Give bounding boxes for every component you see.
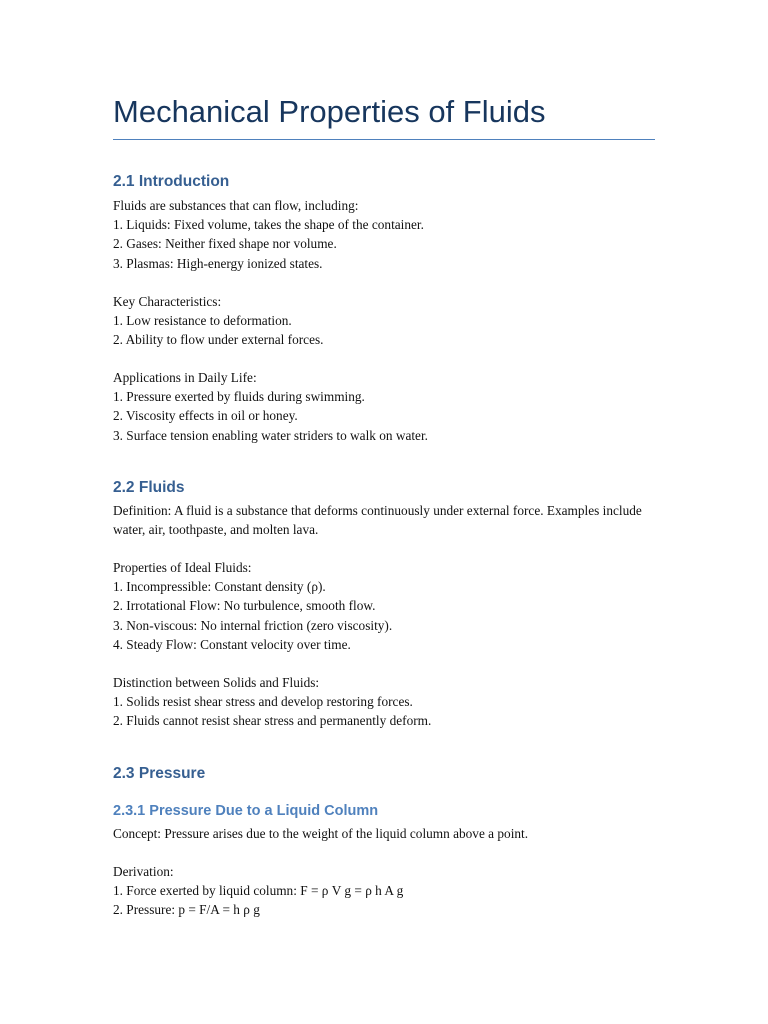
pressure-derivation (113, 862, 655, 920)
list-item: 1. Solids resist shear stress and develop restoring forces. (113, 694, 413, 710)
heading-pressure-liquid-column: 2.3.1 Pressure Due to a Liquid Column (113, 803, 379, 819)
intro-applications (113, 368, 655, 445)
paragraph-line: Concept: Pressure arises due to the weight of the liquid column above a point. (113, 826, 529, 841)
fluids-definition (113, 501, 655, 539)
list-item: 3. Non-viscous: No internal friction (zero viscosity). (113, 617, 393, 633)
list-item: 1. Pressure exerted by fluids during swimming. (113, 389, 365, 405)
list-item: 4. Steady Flow: Constant velocity over time. (113, 636, 351, 652)
intro-fluid-types (113, 196, 655, 273)
list-item: 1. Force exerted by liquid column: F = ρ V g = ρ h A g (113, 883, 404, 899)
list-item: 1. Incompressible: Constant density (ρ). (113, 579, 326, 595)
list-item: 2. Gases: Neither fixed shape nor volume. (113, 236, 337, 252)
list-item: 1. Liquids: Fixed volume, takes the shape of the container. (113, 217, 424, 233)
fluids-solid-distinction (113, 673, 655, 731)
paragraph-line: Derivation: (113, 864, 174, 879)
paragraph-line: Fluids are substances that can flow, including: (113, 198, 359, 213)
list-item: 2. Pressure: p = F/A = h ρ g (113, 902, 260, 918)
paragraph-line: Properties of Ideal Fluids: (113, 560, 252, 575)
paragraph-line: Key Characteristics: (113, 294, 222, 309)
heading-pressure: 2.3 Pressure (113, 765, 206, 782)
paragraph-line: Applications in Daily Life: (113, 370, 257, 385)
title-underline (113, 139, 655, 140)
heading-fluids: 2.2 Fluids (113, 479, 185, 496)
definition-paragraph: Definition: A fluid is a substance that deforms continuously under external force. Examples include water, air, toothpaste, and molten lava. (113, 503, 642, 538)
paragraph-line: Distinction between Solids and Fluids: (113, 675, 320, 690)
pressure-concept (113, 824, 655, 843)
fluids-ideal-properties (113, 558, 655, 654)
intro-key-characteristics (113, 292, 655, 350)
list-item: 3. Surface tension enabling water striders to walk on water. (113, 427, 428, 443)
list-item: 2. Irrotational Flow: No turbulence, smooth flow. (113, 598, 376, 614)
list-item: 2. Ability to flow under external forces. (113, 332, 324, 348)
list-item: 2. Fluids cannot resist shear stress and permanently deform. (113, 713, 432, 729)
list-item: 3. Plasmas: High-energy ionized states. (113, 255, 323, 271)
document-title: Mechanical Properties of Fluids (113, 94, 546, 129)
heading-introduction: 2.1 Introduction (113, 173, 230, 190)
list-item: 2. Viscosity effects in oil or honey. (113, 408, 298, 424)
list-item: 1. Low resistance to deformation. (113, 313, 292, 329)
